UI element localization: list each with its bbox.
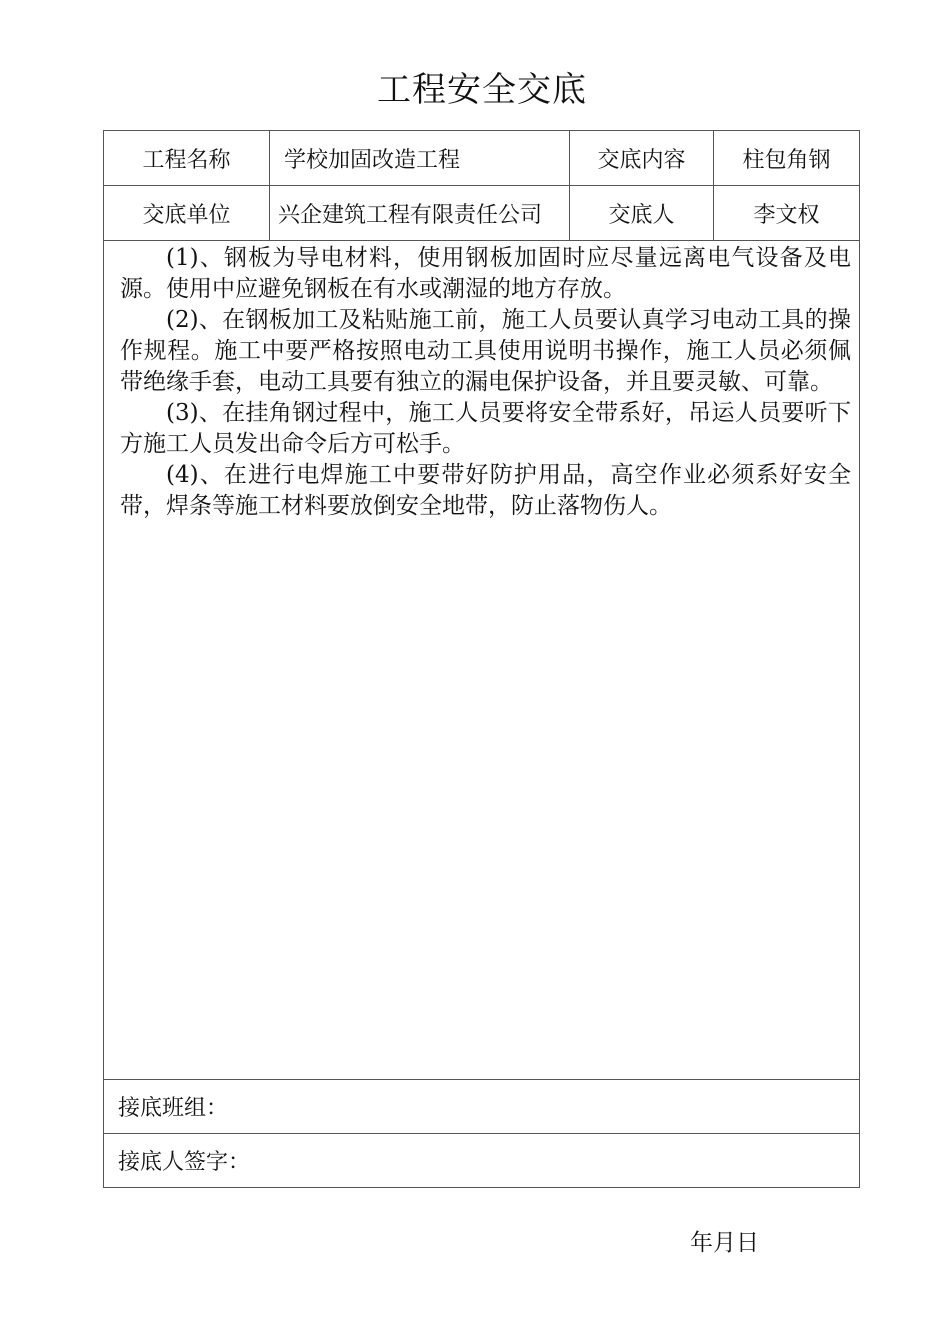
receiving-team-row: [104, 1080, 860, 1134]
briefing-person-value: 李文权: [714, 186, 860, 241]
document-title: 工程安全交底: [377, 70, 587, 110]
receiver-signature-row: [104, 1134, 860, 1188]
receiver-signature-label: 接底人签字：: [104, 1134, 860, 1188]
briefing-unit-value: 兴企建筑工程有限责任公司: [270, 186, 570, 241]
briefing-person-label: 交底人: [570, 186, 714, 241]
briefing-content-label: 交底内容: [570, 131, 714, 186]
receiving-team-label: 接底班组：: [104, 1080, 860, 1134]
body-row: [104, 241, 860, 1080]
project-name-value: 学校加固改造工程: [270, 131, 570, 186]
safety-clause: (3)、在挂角钢过程中，施工人员要将安全带系好，吊运人员要听下方施工人员发出命令后方可松手。: [120, 400, 851, 457]
header-row-unit: [104, 186, 860, 241]
date-line: 年月日: [690, 1230, 759, 1256]
safety-clause: (1)、钢板为导电材料，使用钢板加固时应尽量远离电气设备及电源。使用中应避免钢板在有水或潮湿的地方存放。: [120, 245, 851, 302]
briefing-body: [104, 241, 860, 1080]
safety-briefing-form: [103, 130, 860, 1188]
safety-clause: (4)、在进行电焊施工中要带好防护用品，高空作业必须系好安全带，焊条等施工材料要放倒安全地带，防止落物伤人。: [120, 462, 851, 519]
briefing-unit-label: 交底单位: [104, 186, 270, 241]
briefing-content-value: 柱包角钢: [714, 131, 860, 186]
project-name-label: 工程名称: [104, 131, 270, 186]
safety-clause: (2)、在钢板加工及粘贴施工前，施工人员要认真学习电动工具的操作规程。施工中要严格按照电动工具使用说明书操作，施工人员必须佩带绝缘手套，电动工具要有独立的漏电保护设备，并且要灵敏、可靠。: [120, 307, 851, 395]
header-row-project: [104, 131, 860, 186]
